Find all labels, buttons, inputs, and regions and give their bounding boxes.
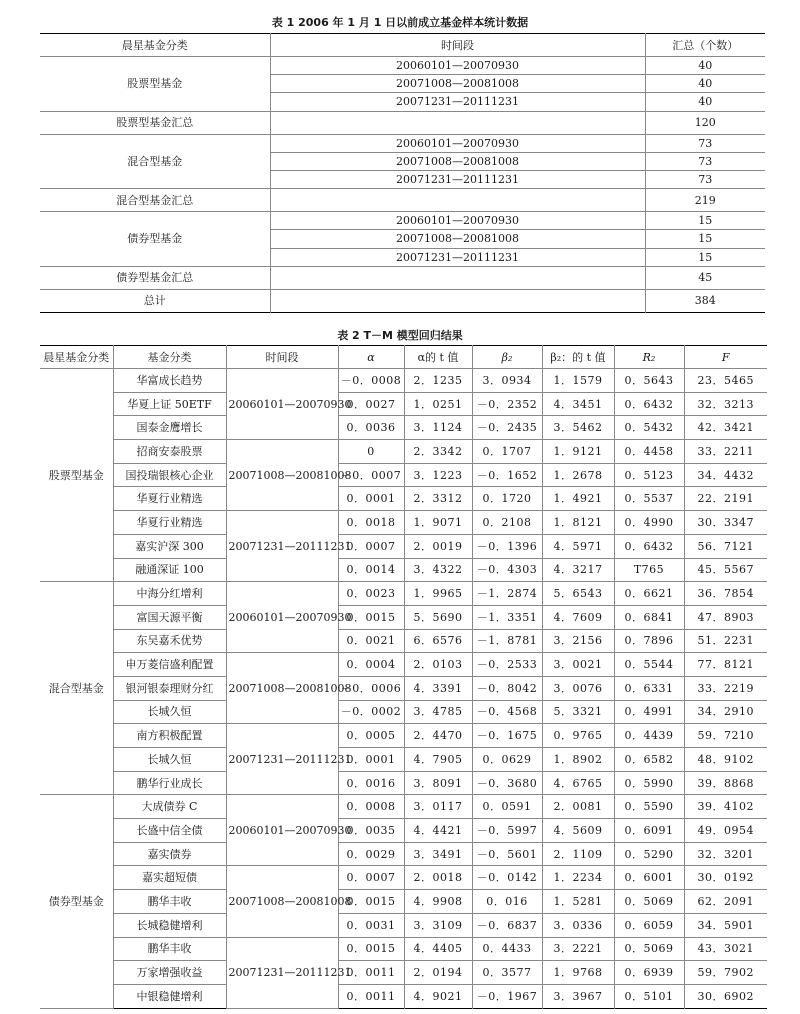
table2-beta-t-cell: 3．0076: [542, 676, 614, 700]
table2-fund-name: 长城稳健增利: [113, 913, 226, 937]
table2-alpha-t-cell: 4．4405: [404, 937, 472, 961]
table2-header-category: 晨星基金分类: [40, 346, 113, 369]
table2-beta-t-cell: 1．2234: [542, 866, 614, 890]
table2-row: [40, 937, 767, 961]
table2-r2-cell: 0．6582: [614, 748, 684, 772]
table2-alpha-cell: 0．0001: [338, 748, 404, 772]
table2-alpha-t-cell: 4．3391: [404, 676, 472, 700]
table1-header-row: [40, 34, 765, 57]
table2-alpha-cell: 0．0035: [338, 819, 404, 843]
table2-alpha-t-cell: 6．6576: [404, 629, 472, 653]
table1-summary-period: [270, 189, 645, 212]
table2-fund-name: 华夏行业精选: [113, 487, 226, 511]
table2-r2-cell: 0．4990: [614, 511, 684, 535]
table2-alpha-t-cell: 2．4470: [404, 724, 472, 748]
table2-beta-cell: 0．1707: [472, 440, 542, 464]
table2-header-period: 时间段: [226, 346, 338, 369]
table1-summary-count: 219: [645, 189, 765, 212]
table2-alpha-t-cell: 4．9908: [404, 890, 472, 914]
table2-alpha-t-cell: 2．3342: [404, 440, 472, 464]
table2-f-cell: 59．7210: [684, 724, 767, 748]
table2-f-cell: 39．8868: [684, 771, 767, 795]
table2-fund-name: 长盛中信全债: [113, 819, 226, 843]
table2-row: [40, 582, 767, 606]
table1-period-cell: 20071008—20081008: [270, 230, 645, 248]
table2-f-cell: 33．2219: [684, 676, 767, 700]
table2-beta-cell: 0．4433: [472, 937, 542, 961]
table2-period-cell: 20060101—20070930: [226, 795, 338, 866]
table2-alpha-t-cell: 3．1223: [404, 463, 472, 487]
table2-fund-name: 嘉实沪深 300: [113, 534, 226, 558]
table2-alpha-t-cell: 1．9965: [404, 582, 472, 606]
table2-fund-name: 国泰金鹰增长: [113, 416, 226, 440]
table2-caption: 表 2 T－M 模型回归结果: [337, 329, 463, 342]
table2-alpha-t-cell: 4．4421: [404, 819, 472, 843]
table2-header-f: F: [684, 346, 767, 369]
table2-fund-name: 南方积极配置: [113, 724, 226, 748]
table2-beta-cell: －0．2352: [472, 392, 542, 416]
table2-f-cell: 47．8903: [684, 605, 767, 629]
table2-beta-cell: －0．0142: [472, 866, 542, 890]
table2-beta-t-cell: 2．0081: [542, 795, 614, 819]
table2-alpha-cell: －0．0006: [338, 676, 404, 700]
table2-fund-name: 东吴嘉禾优势: [113, 629, 226, 653]
table2-beta-cell: －1．8781: [472, 629, 542, 653]
table2-fund-name: 大成债券 C: [113, 795, 226, 819]
table2-header-beta-t: β₂：的 t 值: [542, 346, 614, 369]
table2-header-row: [40, 346, 767, 369]
table2-r2-cell: 0．5069: [614, 890, 684, 914]
table2-row: [40, 913, 767, 937]
table2-f-cell: 59．7902: [684, 961, 767, 985]
table2-period-cell: 20071231—20111231: [226, 937, 338, 1008]
table2-row: [40, 771, 767, 795]
table1-summary-row: [40, 111, 765, 134]
table1-category-cell: 债券型基金: [40, 212, 270, 267]
table2-fund-name: 长城久恒: [113, 748, 226, 772]
table1-total-count: 384: [645, 289, 765, 312]
table2-f-cell: 30．3347: [684, 511, 767, 535]
table2-period-cell: 20060101—20070930: [226, 369, 338, 440]
table2-alpha-t-cell: 2．1235: [404, 369, 472, 393]
table1-period-cell: 20071008—20081008: [270, 152, 645, 170]
table2-row: [40, 511, 767, 535]
table1-period-cell: 20071231—20111231: [270, 170, 645, 188]
table2-beta-t-cell: 3．0021: [542, 653, 614, 677]
table2-fund-name: 嘉实债券: [113, 842, 226, 866]
table2-f-cell: 62．2091: [684, 890, 767, 914]
table2-row: [40, 700, 767, 724]
table2-alpha-cell: 0．0011: [338, 961, 404, 985]
table2-row: [40, 866, 767, 890]
table1-period-cell: 20071008—20081008: [270, 75, 645, 93]
table2-alpha-cell: 0．0027: [338, 392, 404, 416]
table2-r2-cell: 0．5544: [614, 653, 684, 677]
table2-beta-t-cell: 0．9765: [542, 724, 614, 748]
table2-beta-cell: －0．5997: [472, 819, 542, 843]
table1-total-row: [40, 289, 765, 312]
table2-r2-cell: 0．5643: [614, 369, 684, 393]
table2-r2-cell: 0．5537: [614, 487, 684, 511]
table2-fund-name: 融通深证 100: [113, 558, 226, 582]
table2-fund-name: 银河银泰理财分红: [113, 676, 226, 700]
table2-alpha-t-cell: 2．0194: [404, 961, 472, 985]
table2-period-cell: 20071231—20111231: [226, 511, 338, 582]
table2-alpha-cell: 0．0036: [338, 416, 404, 440]
table2-row: [40, 416, 767, 440]
table2-category-cell: 股票型基金: [40, 369, 113, 582]
table2-r2-cell: 0．6059: [614, 913, 684, 937]
table2-alpha-t-cell: 4．9021: [404, 984, 472, 1008]
table2-r2-cell: T765: [614, 558, 684, 582]
table2-beta-cell: －0．6837: [472, 913, 542, 937]
table1-summary-row: [40, 266, 765, 289]
table2-beta-t-cell: 3．2221: [542, 937, 614, 961]
table2-f-cell: 48．9102: [684, 748, 767, 772]
table1-count-cell: 40: [645, 93, 765, 111]
table2-alpha-t-cell: 2．3312: [404, 487, 472, 511]
table2-beta-t-cell: 1．8902: [542, 748, 614, 772]
table2-header-fund: 基金分类: [113, 346, 226, 369]
table2-f-cell: 39．4102: [684, 795, 767, 819]
table1-total-label: 总计: [40, 289, 270, 312]
table2-beta-t-cell: 4．3451: [542, 392, 614, 416]
table2-fund-name: 长城久恒: [113, 700, 226, 724]
table2-r2-cell: 0．5432: [614, 416, 684, 440]
table1-summary-row: [40, 189, 765, 212]
table1-count-cell: 73: [645, 170, 765, 188]
table2-alpha-t-cell: 3．1124: [404, 416, 472, 440]
table2-beta-cell: －1．2874: [472, 582, 542, 606]
table2-r2-cell: 0．7896: [614, 629, 684, 653]
table2-fund-name: 富国天源平衡: [113, 605, 226, 629]
table2-alpha-t-cell: 4．7905: [404, 748, 472, 772]
table2-beta-t-cell: 1．1579: [542, 369, 614, 393]
table2-period-cell: 20071231—20111231: [226, 724, 338, 795]
table2-row: [40, 653, 767, 677]
table1-summary-label: 债券型基金汇总: [40, 266, 270, 289]
table1-period-cell: 20060101—20070930: [270, 134, 645, 152]
table2-beta-cell: 0．016: [472, 890, 542, 914]
table2-fund-name: 中海分红增利: [113, 582, 226, 606]
table2-beta-cell: －0．1652: [472, 463, 542, 487]
table2-r2-cell: 0．4991: [614, 700, 684, 724]
table2-beta-t-cell: 2．1109: [542, 842, 614, 866]
table2-beta-cell: 0．3577: [472, 961, 542, 985]
table2-beta-t-cell: 3．5462: [542, 416, 614, 440]
table2-period-cell: 20071008—20081008: [226, 866, 338, 937]
table2-beta-t-cell: 5．3321: [542, 700, 614, 724]
table2-alpha-t-cell: 3．8091: [404, 771, 472, 795]
table2-alpha-cell: 0．0029: [338, 842, 404, 866]
fund-sample-stats-table: [40, 33, 765, 313]
table2-alpha-cell: 0．0016: [338, 771, 404, 795]
table2-row: [40, 629, 767, 653]
table2-beta-cell: －0．1396: [472, 534, 542, 558]
table2-period-cell: 20071008—20081008: [226, 440, 338, 511]
table2-beta-t-cell: 4．3217: [542, 558, 614, 582]
table1-count-cell: 40: [645, 75, 765, 93]
tm-regression-table: [40, 345, 767, 1009]
table1-summary-count: 120: [645, 111, 765, 134]
table2-f-cell: 34．5901: [684, 913, 767, 937]
table1-category-cell: 股票型基金: [40, 57, 270, 112]
table2-beta-cell: 0．2108: [472, 511, 542, 535]
table2-r2-cell: 0．6091: [614, 819, 684, 843]
table1-category-cell: 混合型基金: [40, 134, 270, 189]
table2-row: [40, 984, 767, 1008]
table2-row: [40, 842, 767, 866]
table2-row: [40, 676, 767, 700]
table2-period-cell: 20060101—20070930: [226, 582, 338, 653]
table2-row: [40, 440, 767, 464]
table2-alpha-t-cell: 1．9071: [404, 511, 472, 535]
table2-alpha-t-cell: 2．0019: [404, 534, 472, 558]
table2-alpha-cell: －0．0008: [338, 369, 404, 393]
table2-beta-t-cell: 4．6765: [542, 771, 614, 795]
table1-count-cell: 73: [645, 134, 765, 152]
table2-row: [40, 961, 767, 985]
table2-beta-cell: －0．1967: [472, 984, 542, 1008]
table2-f-cell: 32．3201: [684, 842, 767, 866]
table2-beta-cell: －0．1675: [472, 724, 542, 748]
table2-header-r2: R₂: [614, 346, 684, 369]
table2-r2-cell: 0．6331: [614, 676, 684, 700]
table2-alpha-cell: 0．0005: [338, 724, 404, 748]
table2-r2-cell: 0．5990: [614, 771, 684, 795]
table2-fund-name: 鹏华丰收: [113, 937, 226, 961]
table2-alpha-t-cell: 1．0251: [404, 392, 472, 416]
table2-r2-cell: 0．5123: [614, 463, 684, 487]
table2-alpha-t-cell: 3．0117: [404, 795, 472, 819]
table2-header-beta: β₂: [472, 346, 542, 369]
table1-period-cell: 20071231—20111231: [270, 248, 645, 266]
table2-beta-cell: －1．3351: [472, 605, 542, 629]
table1-summary-period: [270, 266, 645, 289]
table2-fund-name: 申万菱信盛利配置: [113, 653, 226, 677]
table2-alpha-cell: 0．0001: [338, 487, 404, 511]
table2-alpha-cell: 0．0021: [338, 629, 404, 653]
table2-r2-cell: 0．5101: [614, 984, 684, 1008]
table2-period-cell: 20071008—20081008: [226, 653, 338, 724]
table2-beta-cell: －0．5601: [472, 842, 542, 866]
table1-row: [40, 212, 765, 230]
table2-r2-cell: 0．6432: [614, 392, 684, 416]
table2-alpha-cell: 0．0015: [338, 890, 404, 914]
table2-beta-t-cell: 3．0336: [542, 913, 614, 937]
table2-alpha-cell: 0．0007: [338, 534, 404, 558]
table1-count-cell: 15: [645, 212, 765, 230]
table2-f-cell: 45．5567: [684, 558, 767, 582]
table2-f-cell: 32．3213: [684, 392, 767, 416]
table2-r2-cell: 0．5069: [614, 937, 684, 961]
table1-header-count: 汇总（个数）: [645, 34, 765, 57]
table2-alpha-cell: 0．0018: [338, 511, 404, 535]
table2-beta-t-cell: 1．2678: [542, 463, 614, 487]
table2-f-cell: 22．2191: [684, 487, 767, 511]
table2-row: [40, 463, 767, 487]
table1-count-cell: 15: [645, 230, 765, 248]
table2-beta-t-cell: 4．5971: [542, 534, 614, 558]
table2-beta-cell: －0．3680: [472, 771, 542, 795]
table2-f-cell: 42．3421: [684, 416, 767, 440]
table1-summary-count: 45: [645, 266, 765, 289]
table2-fund-name: 鹏华丰收: [113, 890, 226, 914]
table2-row: [40, 369, 767, 393]
table2-row: [40, 558, 767, 582]
table2-beta-cell: 3．0934: [472, 369, 542, 393]
table2-f-cell: 56．7121: [684, 534, 767, 558]
table1-header-category: 晨星基金分类: [40, 34, 270, 57]
table2-r2-cell: 0．6939: [614, 961, 684, 985]
table2-beta-cell: －0．8042: [472, 676, 542, 700]
table1-period-cell: 20060101—20070930: [270, 212, 645, 230]
table2-category-cell: 混合型基金: [40, 582, 113, 795]
table2-f-cell: 23．5465: [684, 369, 767, 393]
table2-alpha-t-cell: 3．4322: [404, 558, 472, 582]
table2-row: [40, 724, 767, 748]
table2-beta-t-cell: 4．5609: [542, 819, 614, 843]
table2-beta-cell: －0．4303: [472, 558, 542, 582]
table2-alpha-cell: －0．0007: [338, 463, 404, 487]
table2-alpha-cell: －0．0002: [338, 700, 404, 724]
table1-row: [40, 134, 765, 152]
table2-header-alpha-t: α的 t 值: [404, 346, 472, 369]
table2-row: [40, 819, 767, 843]
table2-fund-name: 嘉实超短债: [113, 866, 226, 890]
table2-f-cell: 30．0192: [684, 866, 767, 890]
table2-fund-name: 华夏行业精选: [113, 511, 226, 535]
table2-f-cell: 77．8121: [684, 653, 767, 677]
table2-row: [40, 605, 767, 629]
table2-beta-cell: 0．1720: [472, 487, 542, 511]
table2-alpha-cell: 0．0014: [338, 558, 404, 582]
table2-alpha-cell: 0．0023: [338, 582, 404, 606]
table2-header-alpha: α: [338, 346, 404, 369]
table1-period-cell: 20060101—20070930: [270, 57, 645, 75]
table2-alpha-cell: 0．0011: [338, 984, 404, 1008]
table2-row: [40, 534, 767, 558]
table2-r2-cell: 0．5290: [614, 842, 684, 866]
table2-beta-t-cell: 1．4921: [542, 487, 614, 511]
table2-alpha-t-cell: 3．3109: [404, 913, 472, 937]
table2-alpha-t-cell: 3．3491: [404, 842, 472, 866]
table2-r2-cell: 0．6001: [614, 866, 684, 890]
table2-beta-t-cell: 5．6543: [542, 582, 614, 606]
table2-alpha-t-cell: 2．0018: [404, 866, 472, 890]
table2-beta-cell: －0．2435: [472, 416, 542, 440]
table2-fund-name: 招商安泰股票: [113, 440, 226, 464]
table2-beta-t-cell: 3．3967: [542, 984, 614, 1008]
table2-f-cell: 34．4432: [684, 463, 767, 487]
table2-fund-name: 华富成长趋势: [113, 369, 226, 393]
table2-alpha-t-cell: 2．0103: [404, 653, 472, 677]
table1-header-period: 时间段: [270, 34, 645, 57]
table2-f-cell: 33．2211: [684, 440, 767, 464]
table2-row: [40, 487, 767, 511]
table2-row: [40, 748, 767, 772]
table2-fund-name: 华夏上证 50ETF: [113, 392, 226, 416]
table2-alpha-cell: 0．0008: [338, 795, 404, 819]
table2-alpha-t-cell: 5．5690: [404, 605, 472, 629]
table2-f-cell: 43．3021: [684, 937, 767, 961]
table2-f-cell: 36．7854: [684, 582, 767, 606]
table2-f-cell: 51．2231: [684, 629, 767, 653]
table2-alpha-cell: 0．0031: [338, 913, 404, 937]
table2-r2-cell: 0．4439: [614, 724, 684, 748]
table2-fund-name: 国投瑞银核心企业: [113, 463, 226, 487]
table2-alpha-t-cell: 3．4785: [404, 700, 472, 724]
table2-fund-name: 中银稳健增利: [113, 984, 226, 1008]
table1-total-period: [270, 289, 645, 312]
table1-summary-label: 混合型基金汇总: [40, 189, 270, 212]
table2-r2-cell: 0．6621: [614, 582, 684, 606]
table2-row: [40, 392, 767, 416]
table2-r2-cell: 0．4458: [614, 440, 684, 464]
table2-beta-cell: 0．0591: [472, 795, 542, 819]
table1-count-cell: 73: [645, 152, 765, 170]
table2-r2-cell: 0．6432: [614, 534, 684, 558]
table2-beta-t-cell: 1．8121: [542, 511, 614, 535]
table1-count-cell: 40: [645, 57, 765, 75]
table2-category-cell: 债券型基金: [40, 795, 113, 1008]
table1-row: [40, 57, 765, 75]
table2-row: [40, 795, 767, 819]
table2-f-cell: 49．0954: [684, 819, 767, 843]
table1-caption: 表 1 2006 年 1 月 1 日以前成立基金样本统计数据: [271, 16, 529, 29]
table2-alpha-cell: 0: [338, 440, 404, 464]
table1-period-cell: 20071231—20111231: [270, 93, 645, 111]
table2-row: [40, 890, 767, 914]
table1-count-cell: 15: [645, 248, 765, 266]
table2-alpha-cell: 0．0007: [338, 866, 404, 890]
table2-f-cell: 34．2910: [684, 700, 767, 724]
table2-r2-cell: 0．5590: [614, 795, 684, 819]
table2-beta-cell: 0．0629: [472, 748, 542, 772]
table2-alpha-cell: 0．0015: [338, 605, 404, 629]
table2-beta-t-cell: 1．9768: [542, 961, 614, 985]
table2-beta-t-cell: 1．9121: [542, 440, 614, 464]
table2-alpha-cell: 0．0015: [338, 937, 404, 961]
table2-beta-t-cell: 4．7609: [542, 605, 614, 629]
table2-fund-name: 鹏华行业成长: [113, 771, 226, 795]
table2-f-cell: 30．6902: [684, 984, 767, 1008]
table2-alpha-cell: 0．0004: [338, 653, 404, 677]
table2-r2-cell: 0．6841: [614, 605, 684, 629]
table2-beta-t-cell: 1．5281: [542, 890, 614, 914]
table2-beta-cell: －0．4568: [472, 700, 542, 724]
table1-summary-period: [270, 111, 645, 134]
table2-fund-name: 万家增强收益: [113, 961, 226, 985]
table2-beta-cell: －0．2533: [472, 653, 542, 677]
table2-beta-t-cell: 3．2156: [542, 629, 614, 653]
table1-summary-label: 股票型基金汇总: [40, 111, 270, 134]
